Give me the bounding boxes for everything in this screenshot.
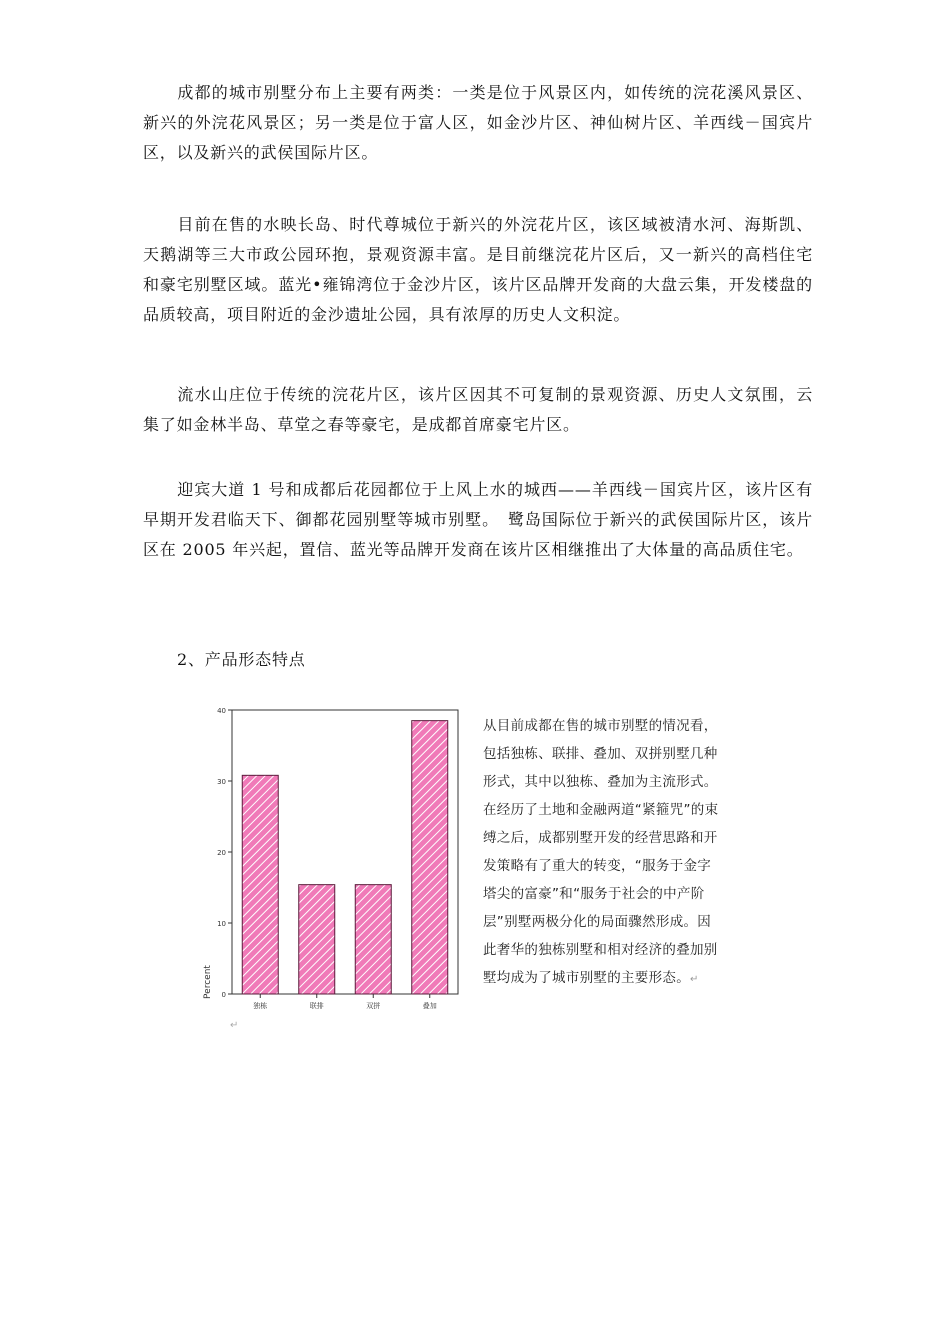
y-tick-label: 30 [217, 778, 226, 786]
y-tick-label: 10 [217, 920, 226, 928]
paragraph-3: 流水山庄位于传统的浣花片区，该片区因其不可复制的景观资源、历史人文氛围，云集了如金林半岛、草堂之春等豪宅，是成都首席豪宅片区。 [143, 385, 813, 434]
paragraph-1: 成都的城市别墅分布上主要有两类：一类是位于风景区内，如传统的浣花溪风景区、新兴的外浣花风景区；另一类是位于富人区，如金沙片区、神仙树片区、羊西线－国宾片区，以及新兴的武侯国际片区。 [143, 83, 813, 162]
y-tick-label: 0 [221, 991, 226, 999]
x-tick-label: 叠加 [422, 1002, 437, 1010]
bar-4 [412, 721, 448, 994]
chart-description-text: 从目前成都在售的城市别墅的情况看，包括独栋、联排、叠加、双拼别墅几种形式，其中以独栋、叠加为主流形式。在经历了土地和金融两道“紧箍咒”的束缚之后，成都别墅开发的经营思路和开发策略有了重大的转变，“服务于金字塔尖的富豪”和“服务于社会的中产阶层”别墅两极分化的局面骤然形成。因此奢华的独栋别墅和相对经济的叠加别墅均成为了城市别墅的主要形态。 [483, 718, 719, 986]
chart-description [483, 712, 723, 994]
bar-3 [355, 885, 391, 994]
bar-2 [299, 885, 335, 994]
chart-paragraph-mark: ↵ [230, 1020, 239, 1031]
bar-chart-svg [196, 700, 468, 1030]
section-heading: 2、产品形态特点 [177, 650, 306, 669]
x-tick-label: 双拼 [366, 1002, 381, 1010]
y-axis-label: Percent [203, 965, 213, 999]
paragraph-2: 目前在售的水映长岛、时代尊城位于新兴的外浣花片区，该区域被清水河、海斯凯、天鹅湖等三大市政公园环抱，景观资源丰富。是目前继浣花片区后，又一新兴的高档住宅和豪宅别墅区域。蓝光•雍锦湾位于金沙片区，该片区品牌开发商的大盘云集，开发楼盘的品质较高，项目附近的金沙遗址公园，具有浓厚的历史人文积淀。 [143, 215, 813, 324]
paragraph-mark: ↵ [690, 974, 699, 985]
bar-1 [242, 775, 278, 994]
y-tick-label: 20 [217, 849, 226, 857]
x-tick-label: 独栋 [253, 1002, 268, 1010]
x-tick-label: 联排 [309, 1002, 324, 1010]
bar-chart [196, 700, 468, 1030]
y-tick-label: 40 [217, 707, 226, 715]
paragraph-4: 迎宾大道 1 号和成都后花园都位于上风上水的城西——羊西线－国宾片区，该片区有早期开发君临天下、御都花园别墅等城市别墅。 鹭岛国际位于新兴的武侯国际片区，该片区在 2005 年兴起，置信、蓝光等品牌开发商在该片区相继推出了大体量的高品质住宅。 [143, 480, 813, 559]
